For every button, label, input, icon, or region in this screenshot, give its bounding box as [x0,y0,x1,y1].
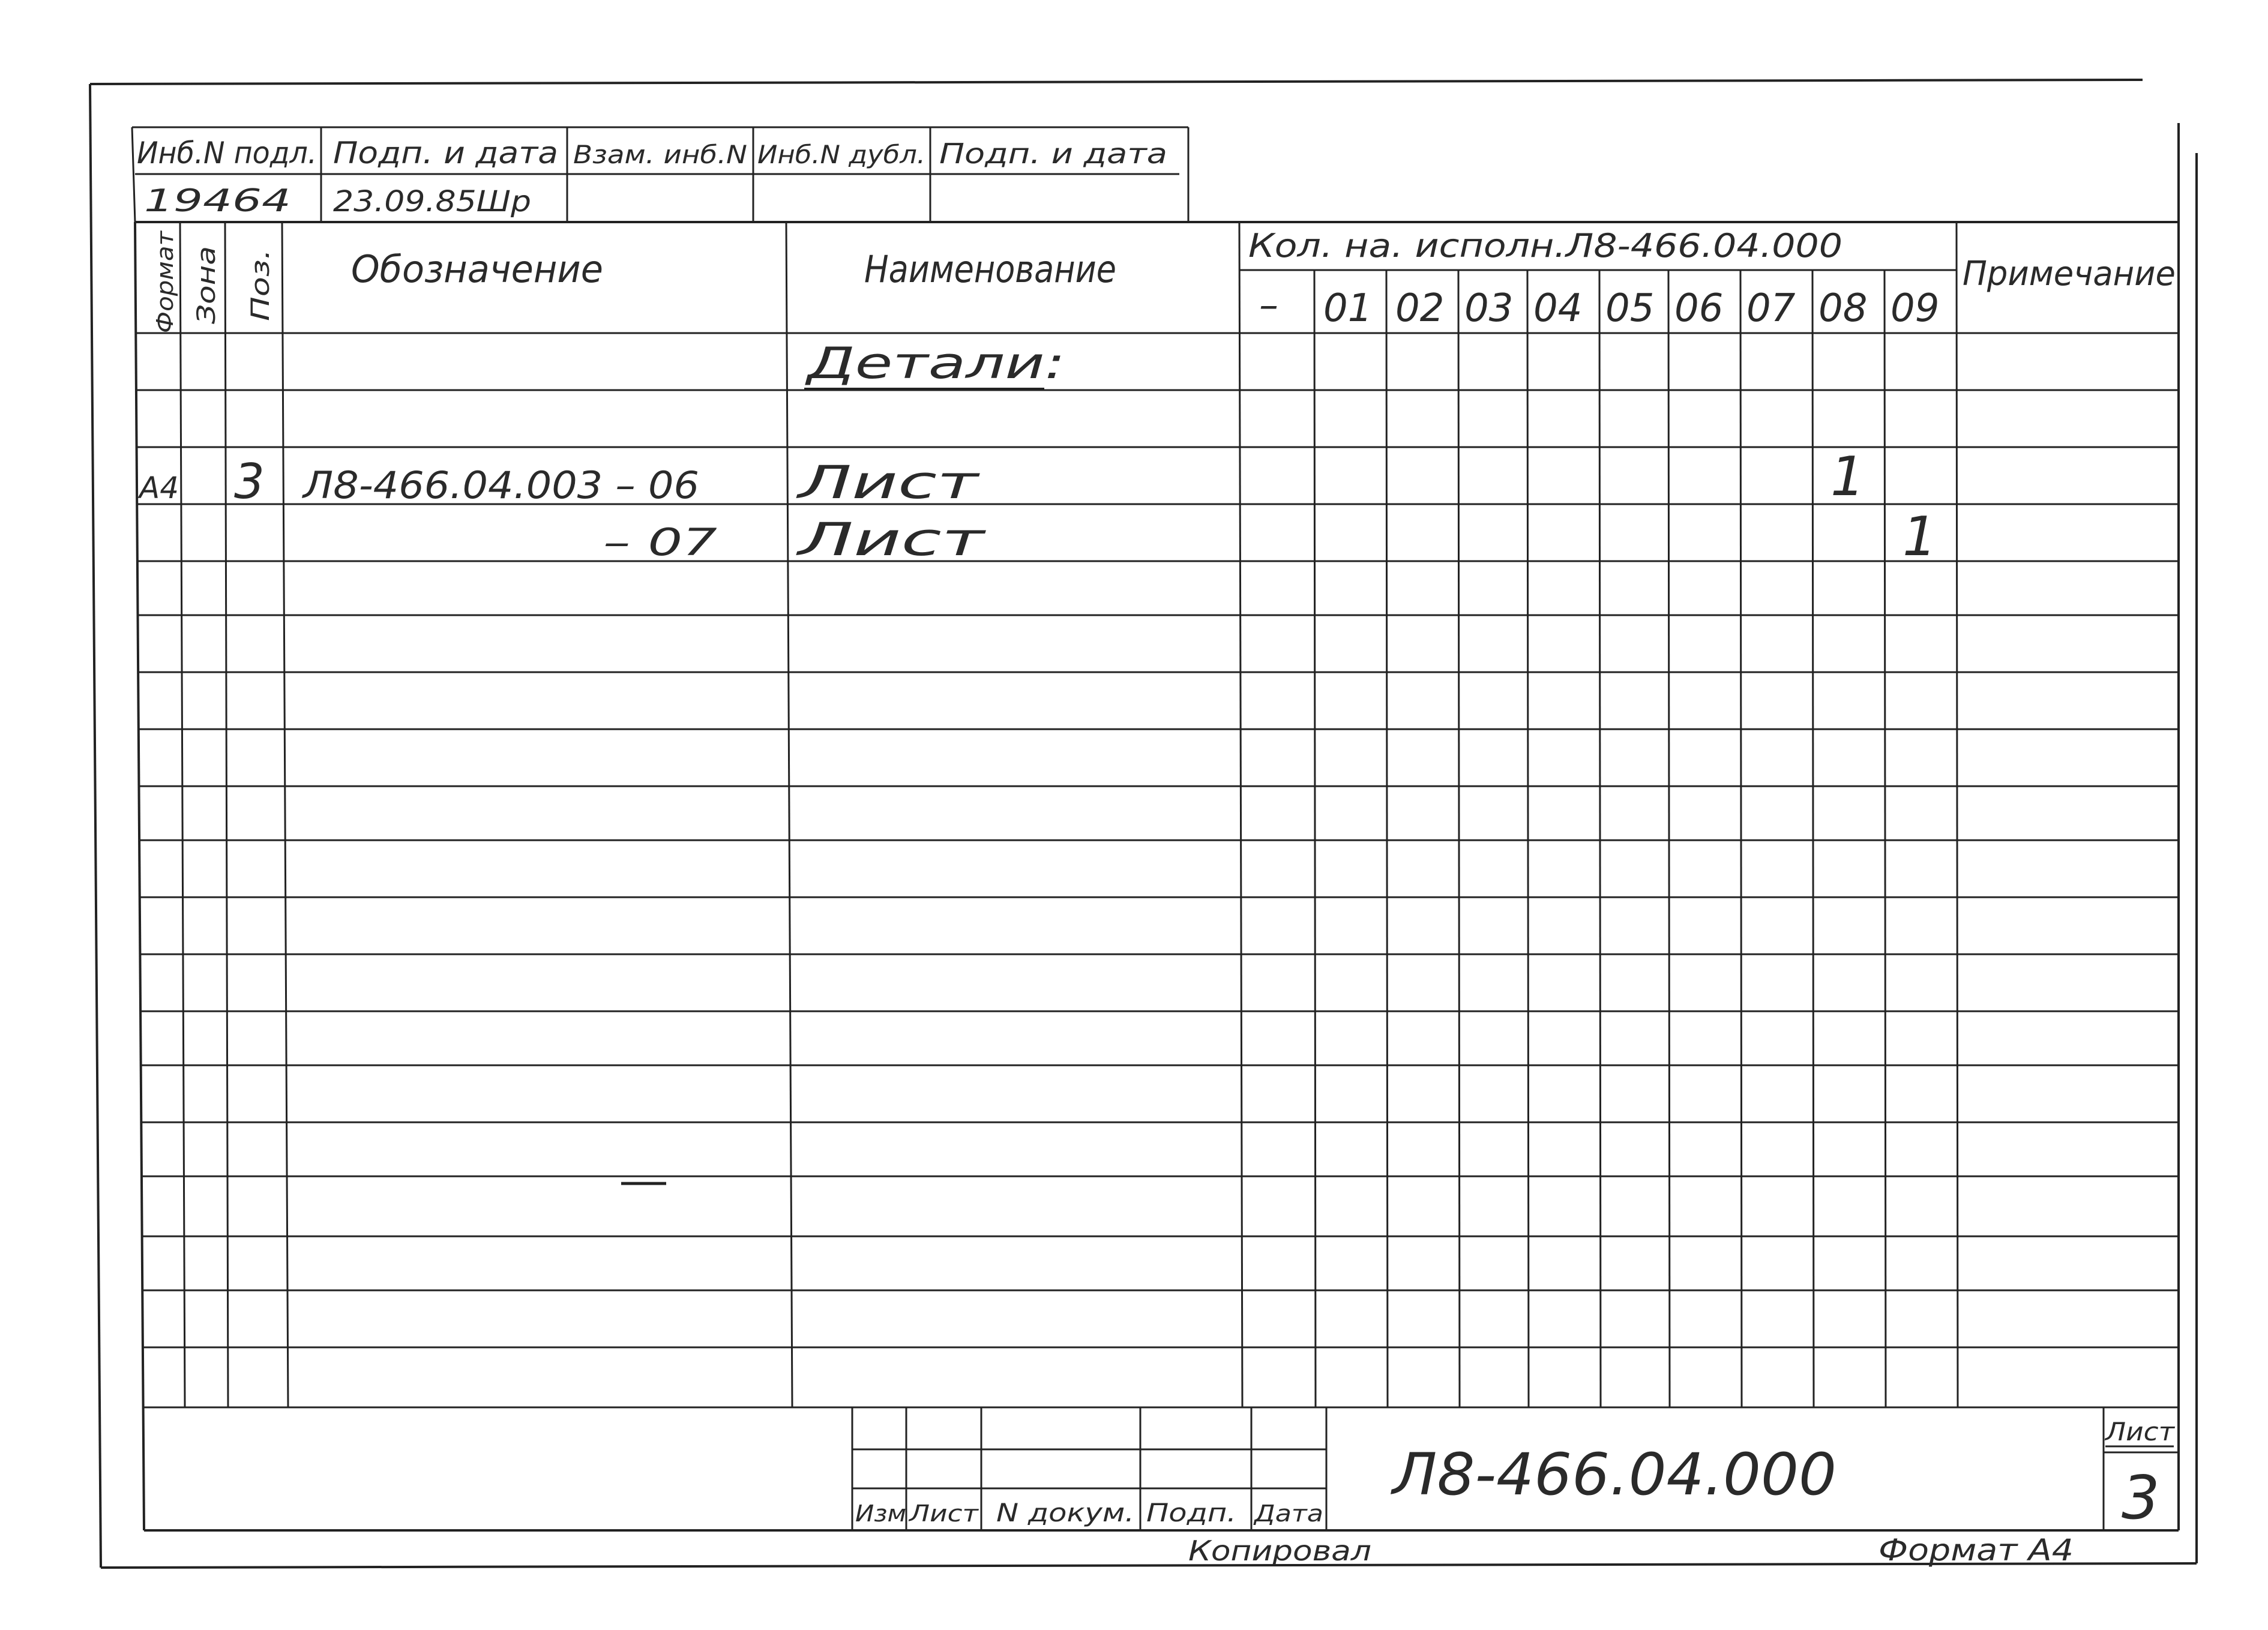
podp-data-label-2: Подп. и дата [939,137,1167,170]
variant-col-01: 01 [1323,286,1373,331]
podp-data-value: 23.09.85Шр [333,185,531,218]
document-number: Л8-466.04.000 [1390,1441,1836,1508]
stamp-izm-label: Изм [855,1500,906,1527]
variant-col-03: 03 [1464,286,1514,331]
poz-header: Поз. [245,265,275,321]
outer-frame [90,80,2197,1568]
variant-col-06: 06 [1674,286,1724,331]
inv-dubl-label: Инб.N дубл. [757,140,925,169]
row1-oboznachenie: Л8-466.04.003 – 06 [301,463,700,507]
kopiroval-label: Копировал [1188,1535,1371,1567]
kol-na-ispoln-header: Кол. на. исполн.Л8-466.04.000 [1248,227,1842,265]
format-a4-label: Формат А4 [1878,1533,2074,1568]
stamp-data-label: Дата [1253,1500,1323,1527]
row1-kol-08: 1 [1830,445,1865,508]
variant-col-05: 05 [1605,286,1655,331]
format-header: Формат [152,240,178,333]
table-grid-horizontal [135,270,2179,1407]
table-grid-vertical [180,222,1958,1407]
row2-naimenovanie: Лист [795,513,987,566]
stamp-podp-label: Подп. [1146,1498,1236,1527]
stamp-list-title: Лист [2104,1417,2176,1446]
primechanie-header: Примечание [1963,254,2176,293]
row2-kol-09: 1 [1903,505,1937,568]
oboznachenie-header: Обозначение [351,247,603,291]
section-title: Детали: [804,338,1065,388]
vzam-inv-label: Взам. инб.N [573,140,747,169]
inv-podl-value: 19464 [144,183,291,219]
table-row [137,445,1865,510]
table-row [603,505,1937,568]
variant-col-04: 04 [1533,286,1583,331]
podp-data-label-1: Подп. и дата [333,136,558,170]
inner-frame [132,123,2179,1530]
stamp-list-label: Лист [907,1500,980,1527]
row2-oboznachenie: – 07 [603,520,717,564]
variant-col-07: 07 [1746,286,1796,331]
naimenovanie-header: Наименование [864,247,1116,291]
variant-col-08: 08 [1818,286,1868,331]
row1-naimenovanie: Лист [795,456,981,509]
variant-col-dash: – [1259,283,1278,328]
zona-header: Зона [191,260,221,324]
row1-poz: 3 [234,454,265,510]
inv-podl-label: Инб.N подл. [137,136,317,170]
sheet-number: 3 [2122,1463,2160,1533]
stamp-ndokum-label: N докум. [996,1498,1134,1527]
variant-col-09: 09 [1891,286,1940,331]
row1-format: А4 [139,471,179,505]
variant-col-02: 02 [1395,286,1445,331]
